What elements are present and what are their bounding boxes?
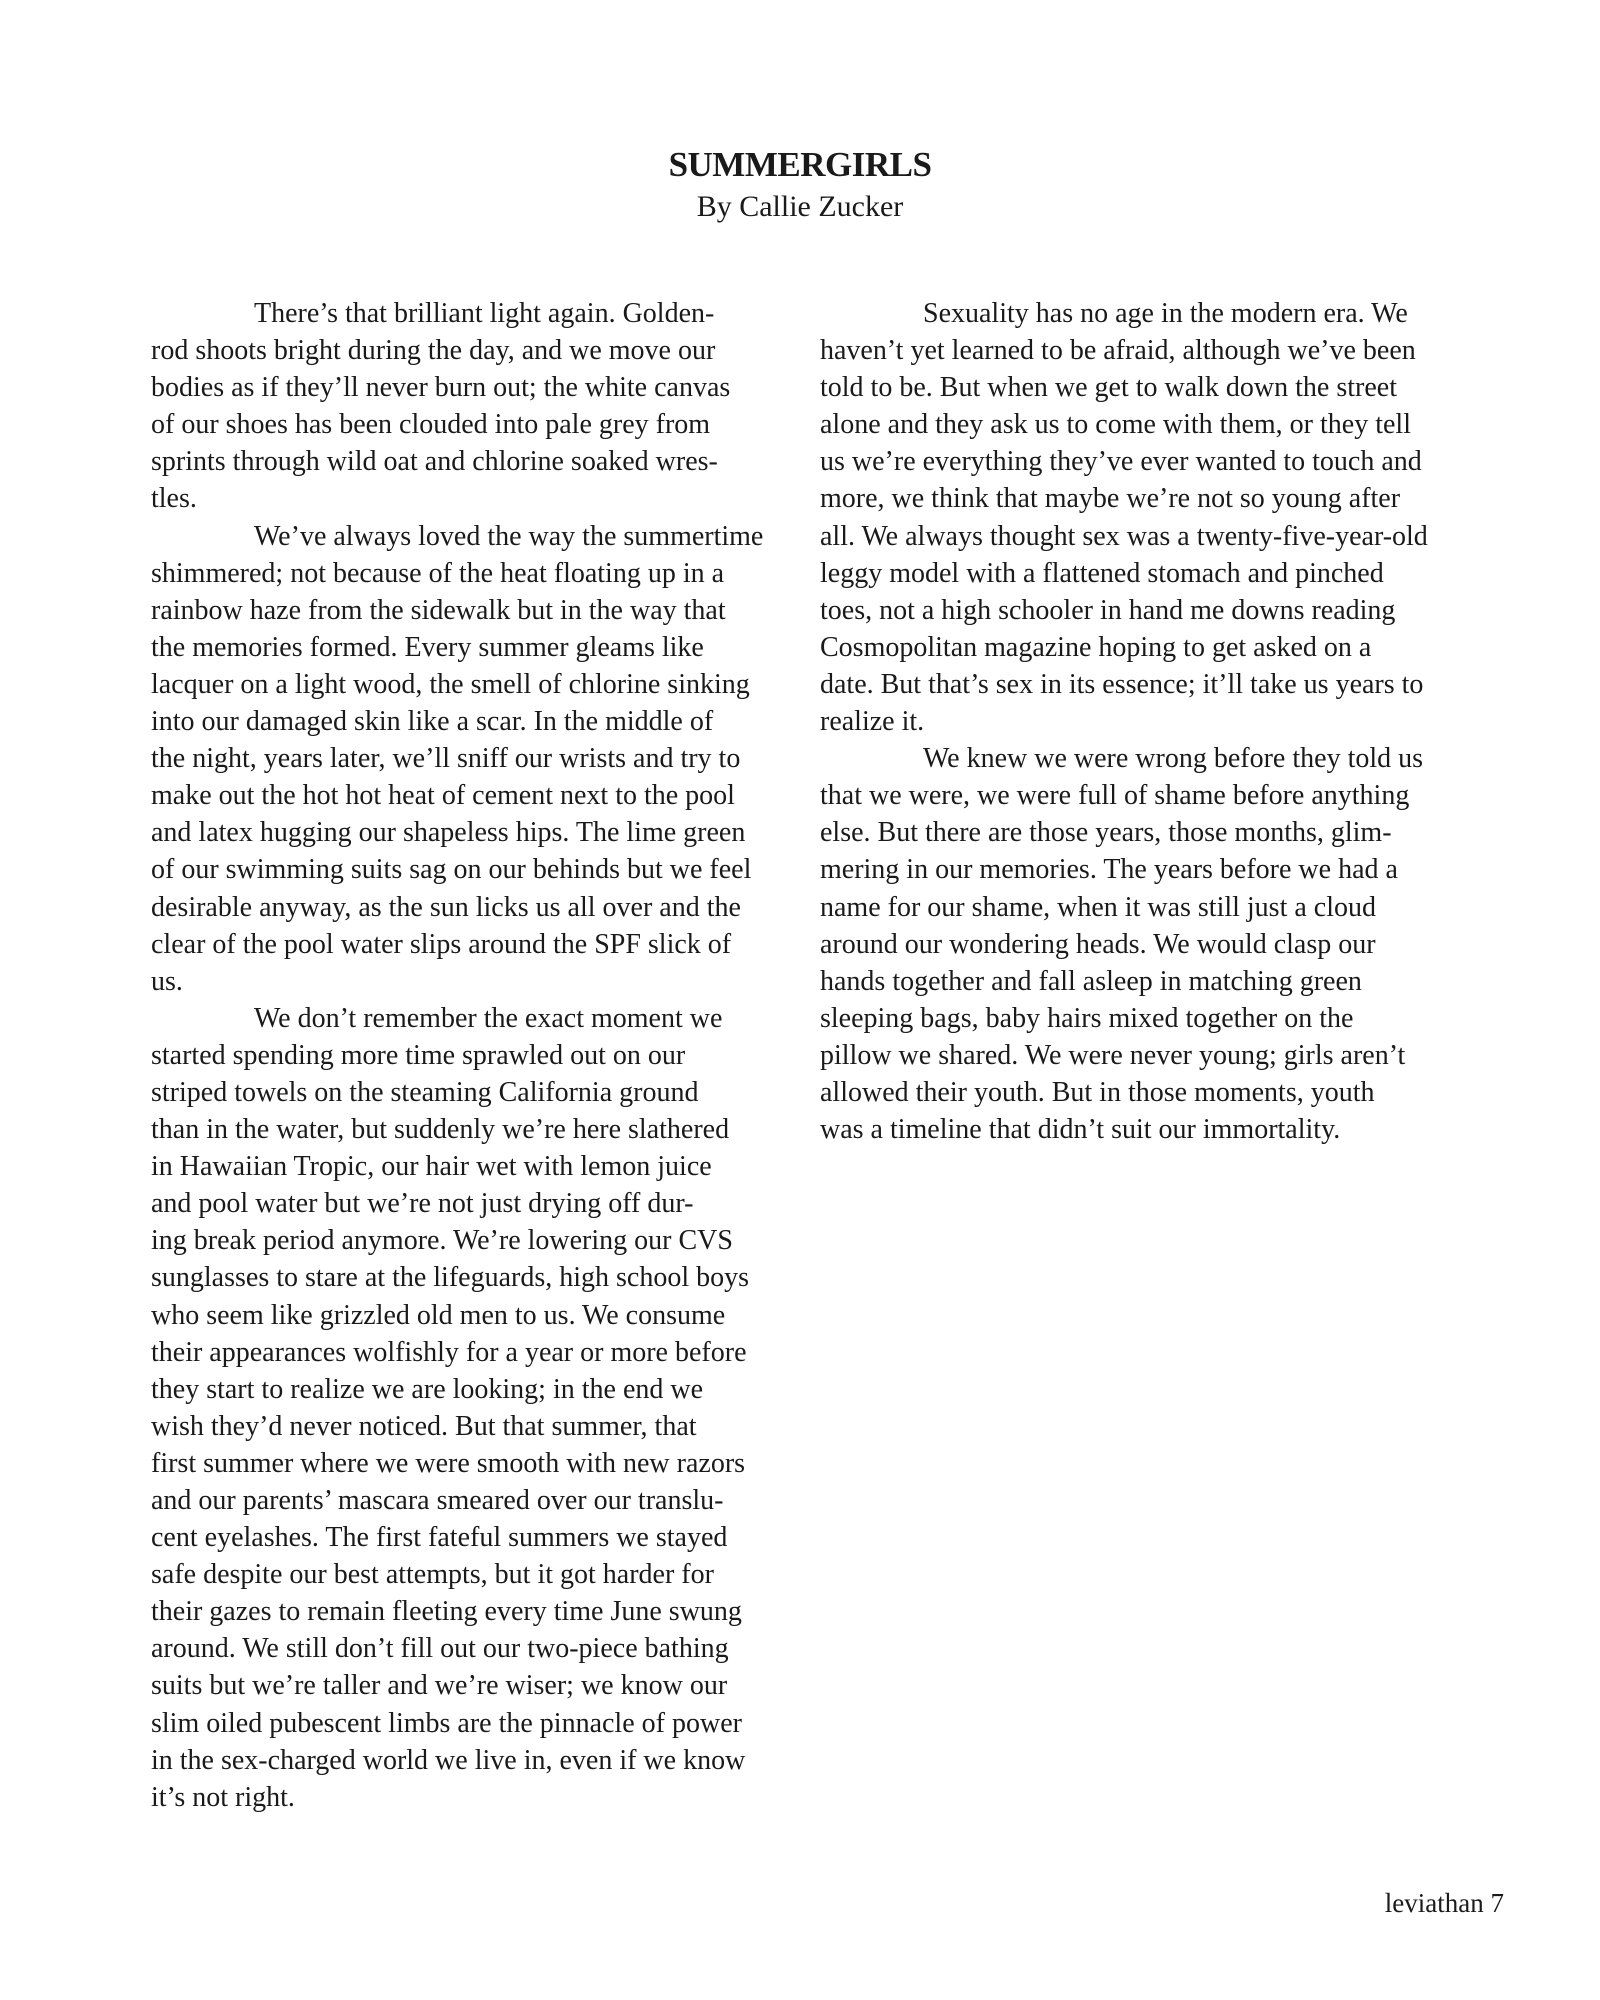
text-line: told to be. But when we get to walk down the street (820, 372, 1397, 404)
text-line: in the sex-charged world we live in, even if we know (151, 1744, 746, 1776)
text-line: We’ve always loved the way the summertime (254, 520, 764, 552)
text-line: realize it. (820, 706, 925, 738)
text-line: rod shoots bright during the day, and we move our (151, 335, 716, 367)
text-line: in Hawaiian Tropic, our hair wet with lemon juice (151, 1151, 712, 1183)
text-line: suits but we’re taller and we’re wiser; we know our (151, 1670, 728, 1702)
text-line: mering in our memories. The years before we had a (820, 854, 1398, 886)
text-line: was a timeline that didn’t suit our immortality. (820, 1114, 1341, 1146)
left-text-column (151, 295, 791, 1816)
text-line: name for our shame, when it was still just a cloud (820, 891, 1376, 923)
text-line: ing break period anymore. We’re lowering our CVS (151, 1225, 733, 1257)
text-line: There’s that brilliant light again. Golden- (254, 298, 715, 329)
text-line: and latex hugging our shapeless hips. The lime green (151, 817, 746, 849)
text-line: safe despite our best attempts, but it got harder for (151, 1559, 714, 1591)
page-folio: leviathan 7 (1384, 1888, 1504, 1918)
text-line: more, we think that maybe we’re not so young after (820, 483, 1401, 515)
text-line: toes, not a high schooler in hand me downs reading (820, 594, 1396, 626)
text-line: it’s not right. (151, 1781, 295, 1813)
text-line: sunglasses to stare at the lifeguards, high school boys (151, 1262, 750, 1294)
article-header (0, 143, 1600, 227)
text-line: that we were, we were full of shame before anything (820, 780, 1410, 812)
text-line: pillow we shared. We were never young; girls aren’t (820, 1039, 1406, 1071)
text-line: bodies as if they’ll never burn out; the white canvas (151, 372, 731, 404)
text-line: wish they’d never noticed. But that summer, that (151, 1410, 697, 1442)
text-line: striped towels on the steaming California ground (151, 1076, 699, 1108)
text-line: clear of the pool water slips around the SPF slick of (151, 928, 732, 960)
text-line: Sexuality has no age in the modern era. We (923, 298, 1408, 329)
text-line: We don’t remember the exact moment we (254, 1002, 723, 1034)
text-line: first summer where we were smooth with new razors (151, 1447, 746, 1479)
text-line: hands together and fall asleep in matching green (820, 965, 1362, 997)
text-line: into our damaged skin like a scar. In the middle of (151, 706, 714, 738)
text-line: shimmered; not because of the heat floating up in a (151, 557, 725, 589)
text-line: Cosmopolitan magazine hoping to get asked on a (820, 631, 1372, 663)
text-line: around. We still don’t fill out our two-piece bathing (151, 1633, 729, 1665)
text-line: haven’t yet learned to be afraid, although we’ve been (820, 335, 1416, 367)
text-line: of our shoes has been clouded into pale grey from (151, 409, 711, 441)
text-line: all. We always thought sex was a twenty-five-year-old (820, 520, 1428, 552)
text-line: sleeping bags, baby hairs mixed together on the (820, 1002, 1354, 1034)
text-line: than in the water, but suddenly we’re here slathered (151, 1114, 730, 1146)
text-line: allowed their youth. But in those moments, youth (820, 1076, 1375, 1108)
text-line: else. But there are those years, those months, glim- (820, 817, 1392, 849)
text-line: us. (151, 965, 183, 997)
right-text-column (820, 295, 1460, 1148)
text-line: cent eyelashes. The first fateful summers we stayed (151, 1522, 728, 1554)
text-line: who seem like grizzled old men to us. We consume (151, 1299, 726, 1331)
text-line: tles. (151, 483, 197, 515)
text-line: leggy model with a flattened stomach and pinched (820, 557, 1384, 589)
text-line: started spending more time sprawled out on our (151, 1039, 686, 1071)
text-line: they start to realize we are looking; in the end we (151, 1373, 704, 1405)
text-line: their appearances wolfishly for a year or more before (151, 1336, 747, 1368)
text-line: their gazes to remain fleeting every time June swung (151, 1596, 742, 1628)
text-line: of our swimming suits sag on our behinds but we feel (151, 854, 752, 886)
text-line: date. But that’s sex in its essence; it’ll take us years to (820, 668, 1424, 700)
text-line: We knew we were wrong before they told us (923, 743, 1424, 775)
text-line: us we’re everything they’ve ever wanted to touch and (820, 446, 1422, 478)
text-line: alone and they ask us to come with them, or they tell (820, 409, 1411, 441)
text-line: desirable anyway, as the sun licks us all over and the (151, 891, 741, 923)
article-byline: By Callie Zucker (696, 190, 904, 223)
text-line: lacquer on a light wood, the smell of chlorine sinking (151, 668, 750, 700)
text-line: make out the hot hot heat of cement next to the pool (151, 780, 735, 812)
text-line: and our parents’ mascara smeared over our translu- (151, 1485, 724, 1516)
article-title: SUMMERGIRLS (668, 145, 932, 184)
text-line: sprints through wild oat and chlorine soaked wres- (151, 446, 718, 478)
text-line: and pool water but we’re not just drying off dur- (151, 1188, 694, 1220)
text-line: the night, years later, we’ll sniff our wrists and try to (151, 743, 741, 775)
text-line: rainbow haze from the sidewalk but in the way that (151, 594, 726, 626)
text-line: slim oiled pubescent limbs are the pinnacle of power (151, 1707, 742, 1739)
text-line: around our wondering heads. We would clasp our (820, 928, 1376, 960)
text-line: the memories formed. Every summer gleams like (151, 631, 704, 663)
